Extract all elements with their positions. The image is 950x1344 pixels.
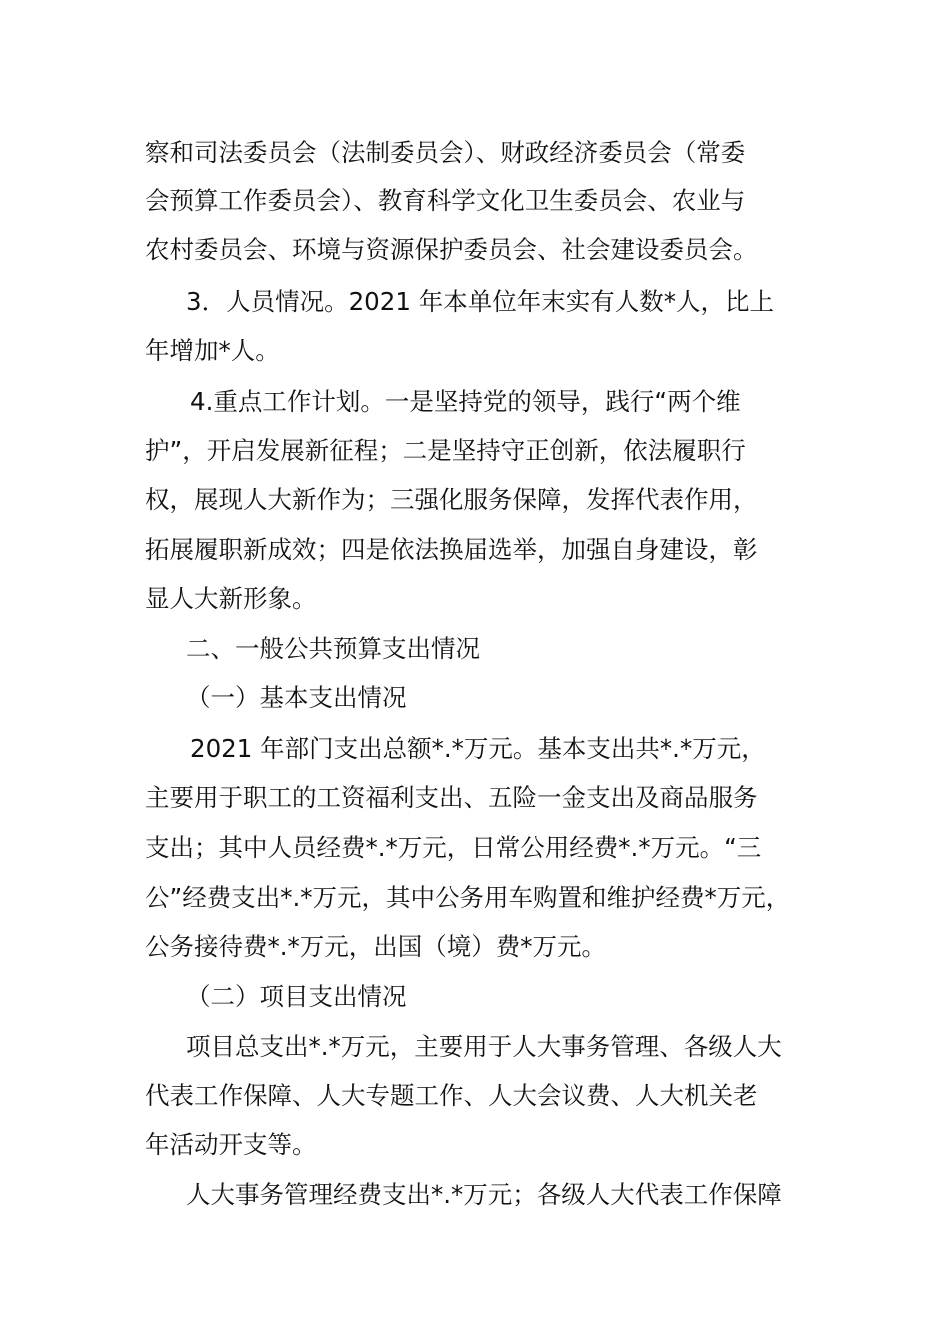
text-line: 主要用于职工的工资福利支出、五险一金支出及商品服务 bbox=[145, 783, 758, 812]
text-line: 权，展现人大新作为；三强化服务保障，发挥代表作用， bbox=[145, 485, 758, 514]
text-line: 支出；其中人员经费*.*万元，日常公用经费*.*万元。“三 bbox=[145, 833, 762, 862]
text-line: 人大事务管理经费支出*.*万元；各级人大代表工作保障 bbox=[186, 1180, 782, 1209]
text-line: 公务接待费*.*万元，出国（境）费*万元。 bbox=[145, 932, 607, 961]
text-line: 公”经费支出*.*万元，其中公务用车购置和维护经费*万元， bbox=[145, 883, 791, 912]
subsection-heading: （一）基本支出情况 bbox=[186, 683, 407, 712]
subsection-heading: （二）项目支出情况 bbox=[186, 982, 407, 1011]
text-line: 项目总支出*.*万元，主要用于人大事务管理、各级人大 bbox=[186, 1032, 782, 1061]
section-heading: 二、一般公共预算支出情况 bbox=[186, 634, 480, 663]
text-line: 代表工作保障、人大专题工作、人大会议费、人大机关老 bbox=[145, 1081, 758, 1110]
text-line: 察和司法委员会（法制委员会）、财政经济委员会（常委 bbox=[145, 138, 746, 167]
text-line: 显人大新形象。 bbox=[145, 584, 317, 613]
text-line: 2021 年部门支出总额*.*万元。基本支出共*.*万元， bbox=[190, 734, 766, 763]
text-line: 会预算工作委员会）、教育科学文化卫生委员会、农业与 bbox=[145, 186, 746, 215]
text-line: 4.重点工作计划。一是坚持党的领导，践行“两个维 bbox=[190, 387, 741, 416]
text-line: 农村委员会、环境与资源保护委员会、社会建设委员会。 bbox=[145, 235, 758, 264]
text-line: 年活动开支等。 bbox=[145, 1130, 317, 1159]
text-line: 拓展履职新成效；四是依法换届选举，加强自身建设，彰 bbox=[145, 535, 758, 564]
text-line: 3．人员情况。2021 年本单位年末实有人数*人，比上 bbox=[186, 287, 774, 316]
text-line: 护”，开启发展新征程；二是坚持守正创新，依法履职行 bbox=[145, 436, 746, 465]
text-line: 年增加*人。 bbox=[145, 336, 280, 365]
